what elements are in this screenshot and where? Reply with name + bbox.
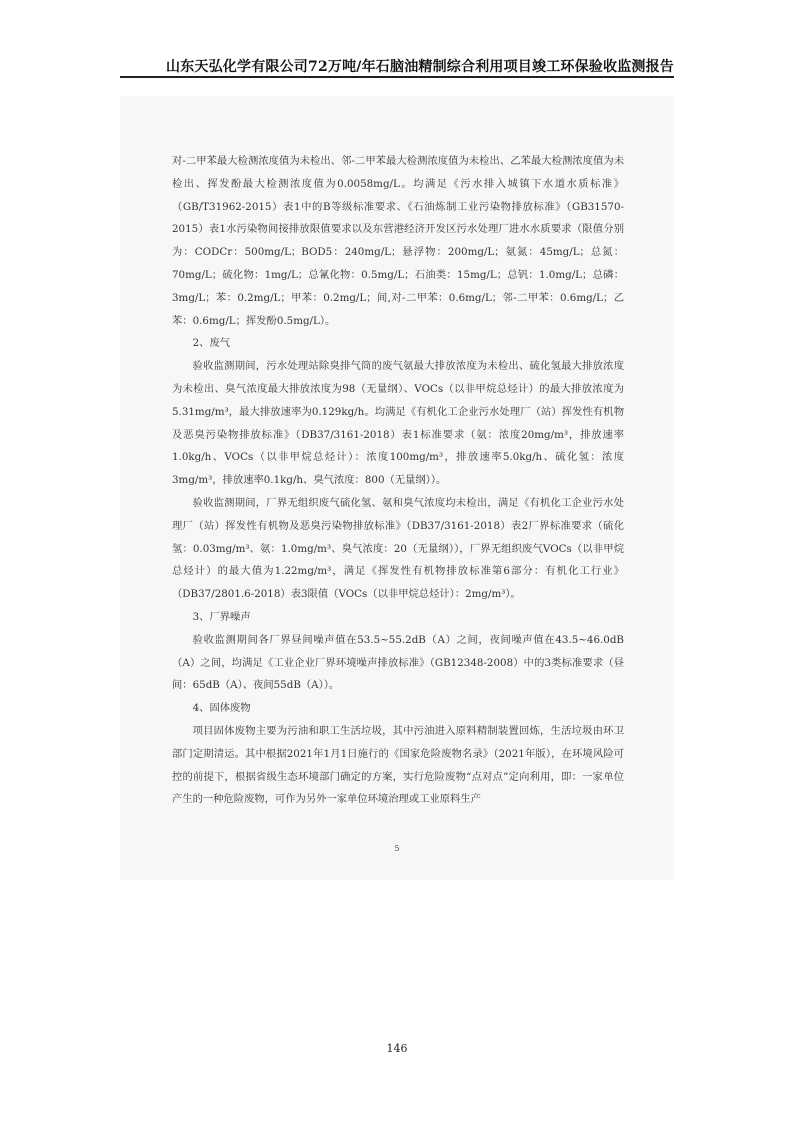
- section-heading-solid-waste: 4、固体废物: [192, 702, 251, 715]
- scanned-page: [120, 96, 674, 880]
- section-heading-waste-gas: 2、废气: [192, 337, 231, 350]
- paragraph-solid-waste: 项目固体废物主要为污油和职工生活垃圾，其中污油进入原料精制装置回炼，生活垃圾由环卫部门定期清运。其中根据2021年1月1日施行的《国家危险废物名录》（2021年版），在环境风险可控的前提下，根据省级生态环境部门确定的方案，实行危险废物“点对点”定向利用，即：一家单位产生的一种危险废物，可作为另外一家单位环境治理或工业原料生产: [172, 724, 624, 806]
- paragraph-organized-gas: 验收监测期间，污水处理站除臭排气筒的废气氨最大排放浓度为未检出、硫化氢最大排放浓度为未检出、臭气浓度最大排放浓度为98（无量纲）、VOCs（以非甲烷总烃计）的最大排放浓度为5.31mg/m³，最大排放速率为0.129kg/h。均满足《有机化工企业污水处理厂（站）挥发性有机物及恶臭污染物排放标准》（DB37/3161-2018）表1标准要求（氨：浓度20mg/m³，排放速率1.0kg/h、VOCs（以非甲烷总烃计）：浓度100mg/m³，排放速率5.0kg/h、硫化氢：浓度3mg/m³，排放速率0.1kg/h、臭气浓度：800（无量纲））。: [172, 360, 624, 487]
- body-text: [172, 150, 624, 811]
- paragraph-wastewater-results: 对-二甲苯最大检测浓度值为未检出、邻-二甲苯最大检测浓度值为未检出、乙苯最大检测浓度值为未检出、挥发酚最大检测浓度值为0.0058mg/L。均满足《污水排入城镇下水道水质标准》（GB/T31962-2015）表1中的B等级标准要求、《石油炼制工业污染物排放标准》（GB31570-2015）表1水污染物间接排放限值要求以及东营港经济开发区污水处理厂进水水质要求（限值分别为：CODCr：500mg/L；BOD5：240mg/L；悬浮物：200mg/L；氨氮：45mg/L；总氮：70mg/L；硫化物：1mg/L；总氰化物：0.5mg/L；石油类：15mg/L；总钒：1.0mg/L；总磷：3mg/L；苯：0.2mg/L；甲苯：0.2mg/L；间,对-二甲苯：0.6mg/L；邻-二甲苯：0.6mg/L；乙苯：0.6mg/L；挥发酚0.5mg/L）。: [172, 155, 624, 327]
- header-divider: [120, 76, 674, 78]
- paragraph-noise: 验收监测期间各厂界昼间噪声值在53.5~55.2dB（A）之间，夜间噪声值在43.5~46.0dB（A）之间，均满足《工业企业厂界环境噪声排放标准》（GB12348-2008）中的3类标准要求（昼间：65dB（A）、夜间55dB（A））。: [172, 633, 624, 692]
- report-header-title: 山东天弘化学有限公司72万吨/年石脑油精制综合利用项目竣工环保验收监测报告: [166, 59, 674, 75]
- paragraph-unorganized-gas: 验收监测期间，厂界无组织废气硫化氢、氨和臭气浓度均未检出，满足《有机化工企业污水处理厂（站）挥发性有机物及恶臭污染物排放标准》（DB37/3161-2018）表2厂界标准要求（硫化氢：0.03mg/m³、氨：1.0mg/m³、臭气浓度：20（无量纲）），厂界无组织废气VOCs（以非甲烷总烃计）的最大值为1.22mg/m³，满足《挥发性有机物排放标准第6部分：有机化工行业》（DB37/2801.6-2018）表3限值（VOCs（以非甲烷总烃计）：2mg/m³）。: [172, 496, 624, 601]
- inner-page-number: 5: [394, 844, 400, 853]
- section-heading-noise: 3、厂界噪声: [192, 610, 251, 623]
- page-number: 146: [386, 1042, 408, 1055]
